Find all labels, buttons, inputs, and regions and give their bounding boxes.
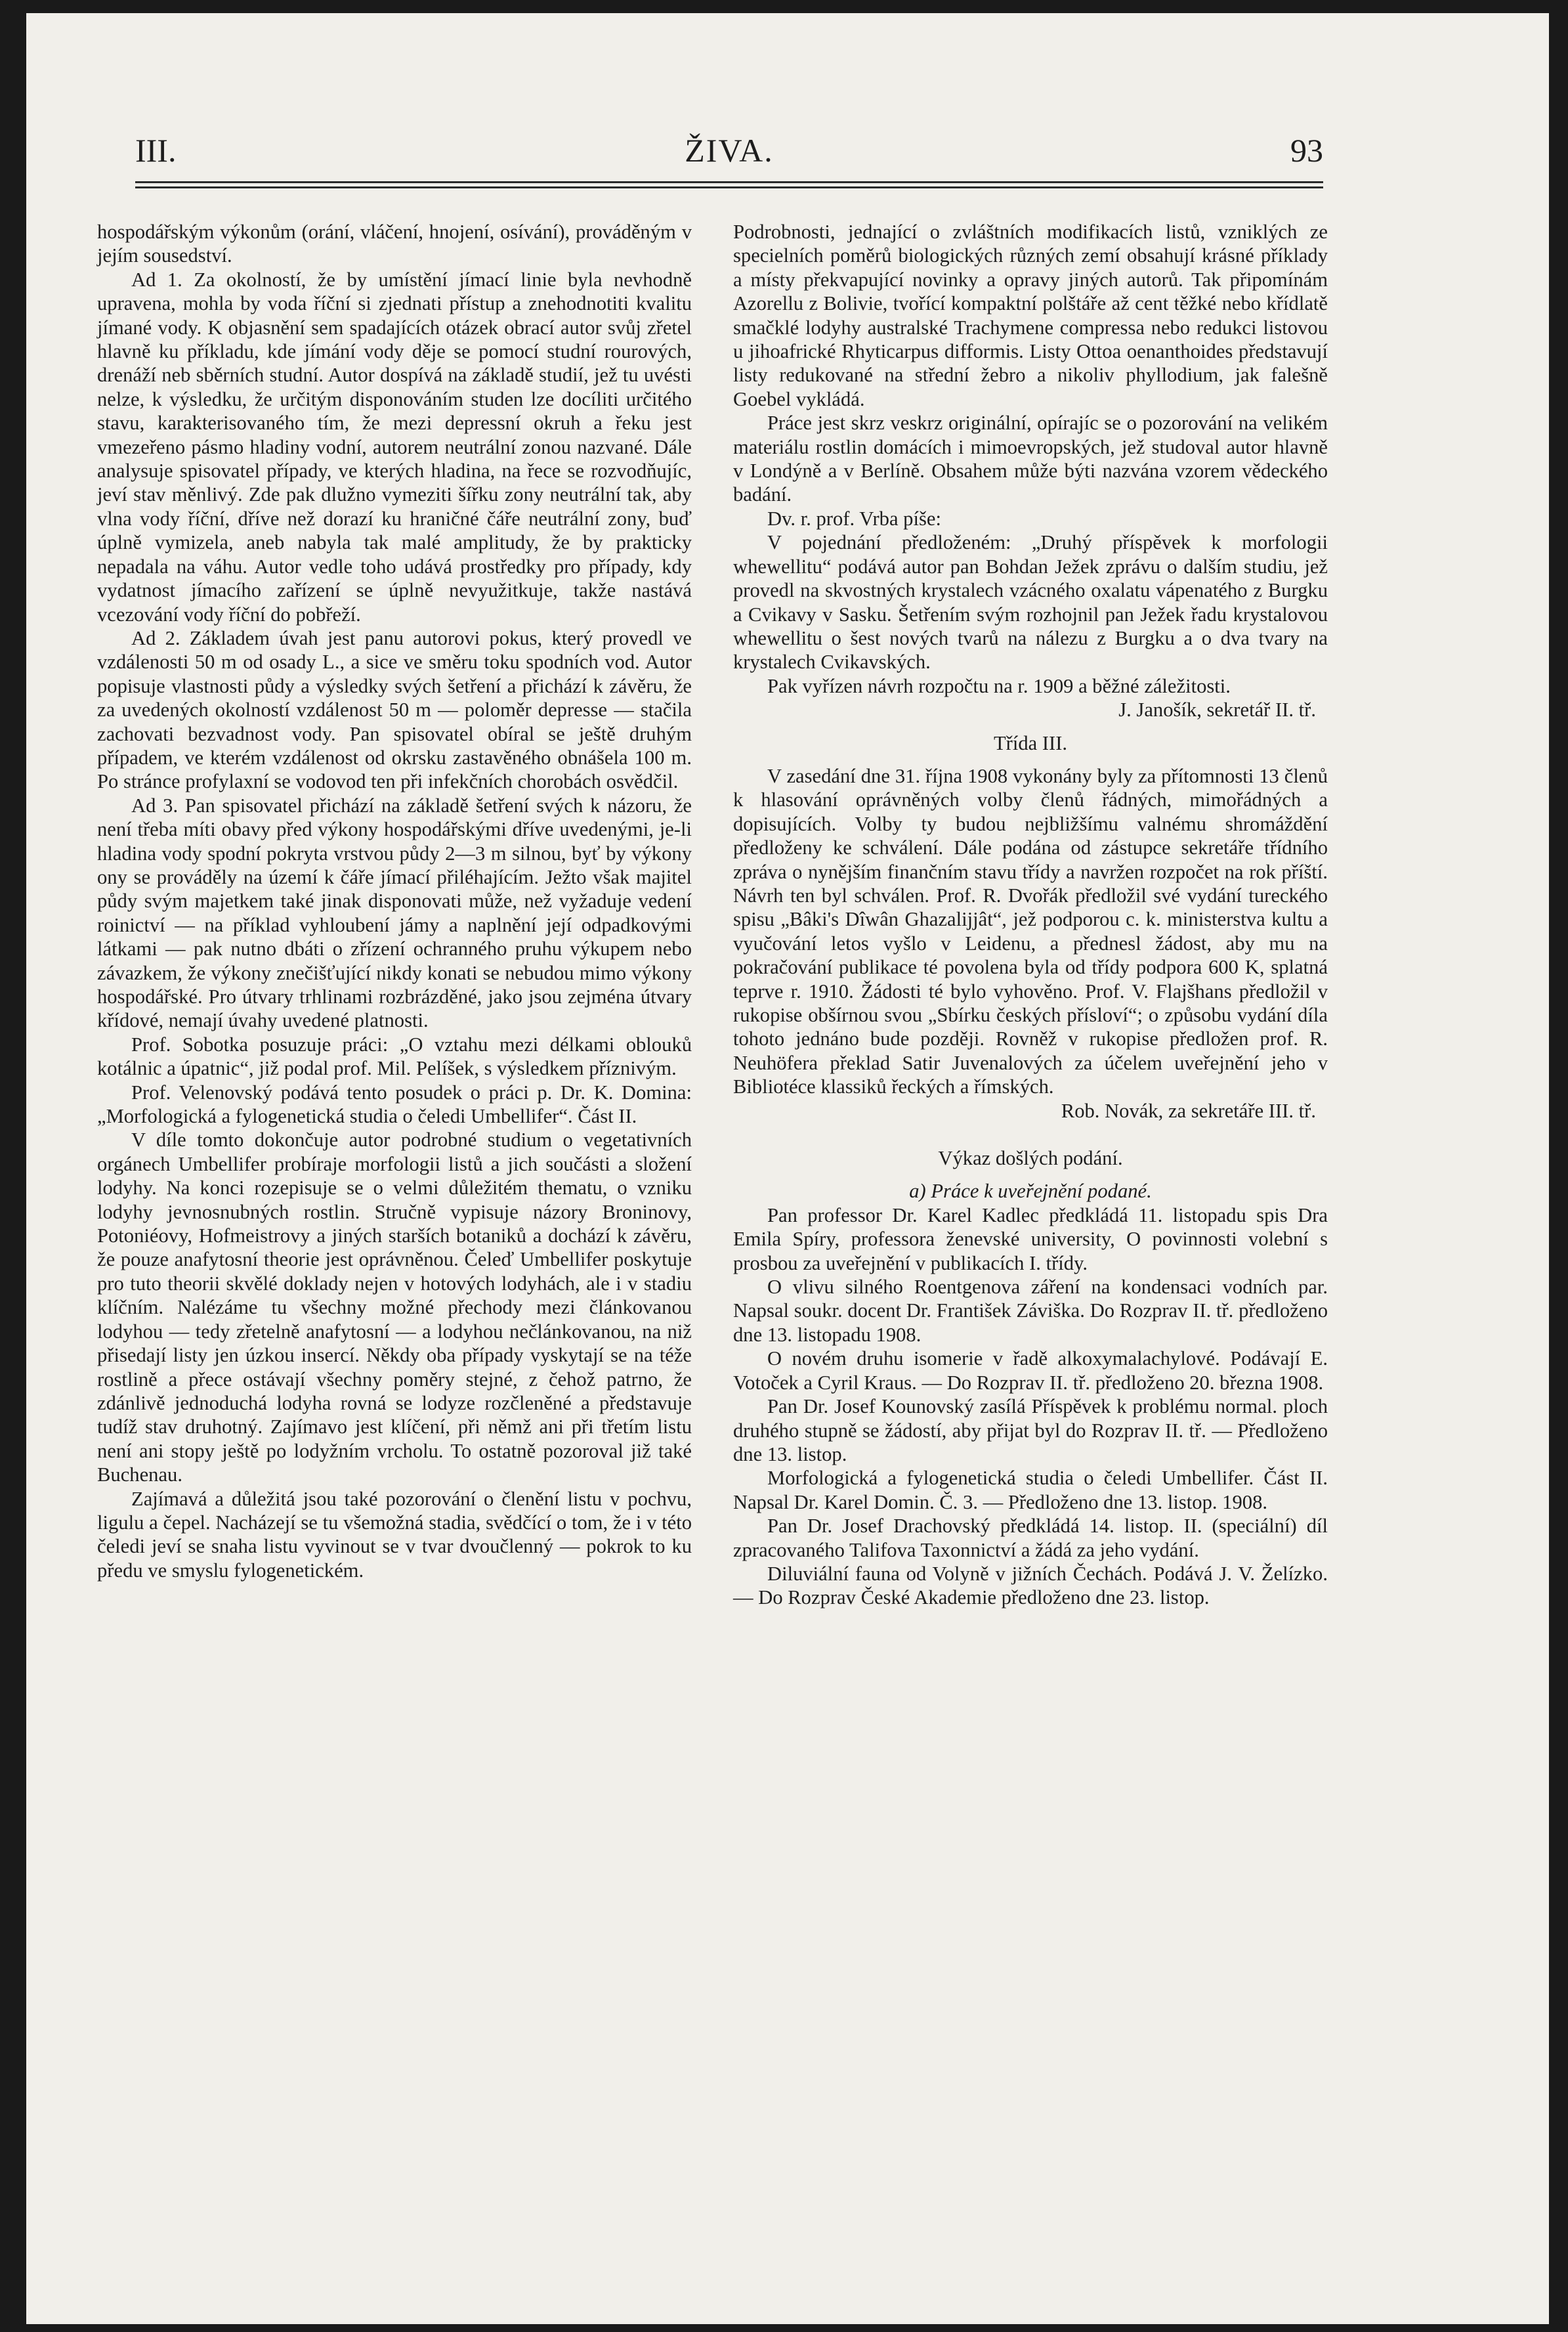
entry: Morfologická a fylogenetická studia o čeledi Umbellifer. Část II. Napsal Dr. Karel Domin. Č. 3. — Předloženo dne 13. listop. 1908. bbox=[733, 1467, 1328, 1513]
paragraph: Pak vyřízen návrh rozpočtu na r. 1909 a běžné záležitosti. bbox=[767, 674, 1231, 697]
signature: J. Janošík, sekretář II. tř. bbox=[1118, 699, 1316, 722]
entry: O vlivu silného Roentgenova záření na kondensaci vodních par. Napsal soukr. docent Dr. František Záviška. Do Rozprav II. tř. předloženo dne 13. listopadu 1908. bbox=[733, 1276, 1328, 1346]
paragraph: V zasedání dne 31. října 1908 vykonány byly za přítomnosti 13 členů k hlasování oprávněných volby členů řádných, mimořádných a dopisujících. Volby ty budou nejbližšímu valnému shromáždění předloženy ke schválení. Dále podána od zástupce sekretáře třídního zpráva o nynějším finančním stavu třídy a navržen rozpočet na rok příští. Návrh ten byl schválen. Prof. R. Dvořák předložil své vydání tureckého spisu „Bâki's Dîwân Ghazalijjât“, jež podporou c. k. ministerstva kultu a vyučování letos vyšlo v Leidenu, a přednesl žádost, aby mu na pokračování publikace té povolena byla od třídy podpora 600 K, splatná teprve r. 1910. Žádosti té bylo vyhověno. Prof. V. Flajšhans předložil v rukopise obšírnou svou „Sbírku českých přísloví“; o způsobu vydání díla tohoto jednáno bude později. Rovněž v rukopise předložen prof. R. Neuhöfera překlad Satir Juvenalových za účelem uveřejnění jeho v Bibliotéce klassiků řeckých a římských. bbox=[733, 764, 1328, 1098]
page-number: 93 bbox=[1290, 132, 1323, 169]
right-column bbox=[733, 220, 1328, 1610]
paragraph: Ad 2. Základem úvah jest panu autorovi pokus, který provedl ve vzdálenosti 50 m od osady L., a sice ve směru toku spodních vod. Autor popisuje vlastnosti půdy a výsledky svých šetření a přichází k závěru, že za uvedených okolností vzdálenost 50 m — poloměr depresse — stačila zachovati bezvadnost vody. Pan spisovatel obíral se ještě druhým případem, ve kterém vzdálenost od okrsku zastavěného obnášela 100 m. Po stránce profylaxní se vodovod ten při infekčních chorobách osvědčil. bbox=[97, 626, 692, 793]
entry: O novém druhu isomerie v řadě alkoxymalachylové. Podávají E. Votoček a Cyril Kraus. — Do Rozprav II. tř. předloženo 20. března 1908. bbox=[733, 1347, 1328, 1394]
paragraph: hospodářským výkonům (orání, vláčení, hnojení, osívání), prováděným v jejím sousedství. bbox=[97, 221, 692, 267]
spacer bbox=[733, 1123, 1328, 1146]
section-heading: Třída III. bbox=[993, 731, 1068, 754]
paragraph: Prof. Velenovský podává tento posudek o práci p. Dr. K. Domina: „Morfologická a fylogenetická studia o čeledi Umbellifer“. Část II. bbox=[97, 1081, 692, 1128]
entry: Diluviální fauna od Volyně v jižních Čechách. Podává J. V. Želízko. — Do Rozprav České Akademie předloženo dne 23. listop. bbox=[733, 1562, 1328, 1609]
paragraph: Dv. r. prof. Vrba píše: bbox=[767, 507, 941, 530]
left-column bbox=[97, 220, 692, 1582]
paragraph: Zajímavá a důležitá jsou také pozorování o členění listu v pochvu, ligulu a čepel. Nacházejí se tu všemožná stadia, svědčící o tom, že i v této čeledi jeví se snaha listu vyvinout se v tvar dvoučlenný — pokrok to ku předu ve smyslu fylogenetickém. bbox=[97, 1487, 692, 1582]
spacer bbox=[733, 755, 1328, 764]
entry: Pan Dr. Josef Kounovský zasílá Příspěvek k problému normal. ploch druhého stupně se žádostí, aby přijat byl do Rozprav II. tř. — Předloženo dne 13. listop. bbox=[733, 1395, 1328, 1465]
spacer bbox=[733, 1170, 1328, 1179]
paragraph: V pojednání předloženém: „Druhý příspěvek k morfologii whewellitu“ podává autor pan Bohdan Ježek zprávu o dalším studiu, jež provedl na skvostných krystalech vzácného oxalatu vápenatého z Burgku a Cvikavy v Sasku. Šetřením svým rozhojnil pan Ježek řadu krystalovou whewellitu o šest nových tvarů na nálezu z Burgku a o dva tvary na krystalech Cvikavských. bbox=[733, 531, 1328, 674]
entry: Pan Dr. Josef Drachovský předkládá 14. listop. II. (speciální) díl zpracovaného Talifova Taxonnictví a žádá za jeho vydání. bbox=[733, 1515, 1328, 1561]
paragraph: Práce jest skrz veskrz originální, opírajíc se o pozorování na velikém materiálu rostlin domácích i mimoevropských, jež studoval autor hlavně v Londýně a v Berlíně. Obsahem může býti nazvána vzorem vědeckého badání. bbox=[733, 412, 1328, 506]
spacer bbox=[733, 722, 1328, 731]
section-heading: Výkaz došlých podání. bbox=[938, 1147, 1123, 1170]
paragraph: Ad 1. Za okolností, že by umístění jímací linie byla nevhodně upravena, mohla by voda říční si zjednati přístup a znehodnotiti kvalitu jímané vody. K objasnění sem spadajících otázek obrací autor svůj zřetel hlavně ku příkladu, kde jímání vody děje se pomocí studní rourových, drenáží neb sběrních studní. Autor dospívá na základě studií, jež tu uvésti nelze, k výsledku, že určitým disponováním studen lze docíliti určitého stavu, karakterisovaného tím, že mezi depressní okruh a řeku jest vmezeřeno pásmo hladiny vodní, autorem neutrální zonou nazvané. Dále analysuje spisovatel případy, ve kterých hladina, na řece se rozvodňujíc, jeví stav měnlivý. Zde pak dlužno vymeziti šířku zony neutrální tak, aby vlna vody říční, dříve než dorazí ku hraničné čáře neutrální zony, buď úplně vymizela, aneb nabyla tak malé amplitudy, že by prakticky nepadala na váhu. Autor vedle toho udává prostředky pro případy, kdy vydatnost jímacího zařízení se úplně nevyužitkuje, takže nastává vcezování vody říční do pobřeží. bbox=[97, 268, 692, 626]
running-header bbox=[135, 131, 1323, 177]
paragraph: V díle tomto dokončuje autor podrobné studium o vegetativních orgánech Umbellifer probíraje morfologii listů a jich součásti a složení lodyhy. Na konci rozepisuje se o velmi důležitém thematu, o vzniku lodyhy jevnosnubných rostlin. Stručně vypisuje názory Broninovy, Potoniéovy, Hofmeistrovy a jiných starších botaniků a dochází k závěru, že pouze anafytosní theorie jest oprávněnou. Čeleď Umbellifer poskytuje pro tuto theorii skvělé doklady nejen v hotových lodyhách, ale i v stadiu klíčním. Nalézáme tu všechny možné přechody mezi článkovanou lodyhou — tedy zřetelně anafytosní — a lodyhou nečlánkovanou, na niž přisedají listy jen úzkou insercí. Někdy oba případy vyskytají se na téže rostlině a přece ostávají všechny poměry stejné, z čehož patrno, že zdánlivě jednoduchá lodyha rovná se lodyze rozčleněné a představuje tudíž stav druhotný. Zajímavo jest klíčení, při němž ani při třetím listu není ani stopy ještě po lodyžním vrcholu. To ostatně pozoroval již také Buchenau. bbox=[97, 1129, 692, 1486]
subsection-heading: a) Práce k uveřejnění podané. bbox=[909, 1180, 1152, 1203]
signature: Rob. Novák, za sekretáře III. tř. bbox=[1061, 1099, 1316, 1122]
paragraph: Ad 3. Pan spisovatel přichází na základě šetření svých k názoru, že není třeba míti obavy před výkony hospodářskými dříve uvedenými, je-li hladina vody spodní pokryta vrstvou půdy 2—3 m silnou, byť by výkony ony se prováděly na území k čáře jímací přiléhajícím. Ježto však majitel půdy svým majetkem také jinak disponovati může, než vyžaduje vedení roinictví — na příklad vyhloubení jámy a naplnění její odpadkovými látkami — pak nutno dbáti o zřízení ochranného pruhu výkupem nebo závazkem, že výkony znečišťující nikdy konati se nebudou mimo výkony hospodářské. Pro útvary trhlinami rozbrázděné, jako jsou zejména útvary křídové, nemají úvahy uvedené platnosti. bbox=[97, 794, 692, 1032]
header-rule-bottom bbox=[135, 186, 1323, 188]
entry: Pan professor Dr. Karel Kadlec předkládá 11. listopadu spis Dra Emila Spíry, professora ženevské university, O povinnosti volební s prosbou za uveřejnění v publikacích I. třídy. bbox=[733, 1203, 1328, 1274]
header-rule-top bbox=[135, 181, 1323, 183]
volume-number: III. bbox=[135, 132, 177, 169]
paragraph: Prof. Sobotka posuzuje práci: „O vztahu mezi délkami oblouků kotálnic a úpatnic“, již podal prof. Mil. Pelíšek, s výsledkem příznivým. bbox=[97, 1033, 692, 1080]
journal-title: ŽIVA. bbox=[685, 132, 774, 169]
paragraph: Podrobnosti, jednající o zvláštních modifikacích listů, vzniklých ze specielních poměrů biologických různých zemí obsahují krásné příklady a místy překvapující novinky a opravy jiných autorů. Tak připomínám Azorellu z Bolivie, tvořící kompaktní polštáře až cent těžké nebo křídlatě smačklé lodyhy australské Trachymene compressa nebo redukci listovou u jihoafrické Rhyticarpus difformis. Listy Ottoa oenanthoides představují listy redukované na střední žebro a nikoliv phyllodium, jak falešně Goebel vykládá. bbox=[733, 221, 1328, 410]
